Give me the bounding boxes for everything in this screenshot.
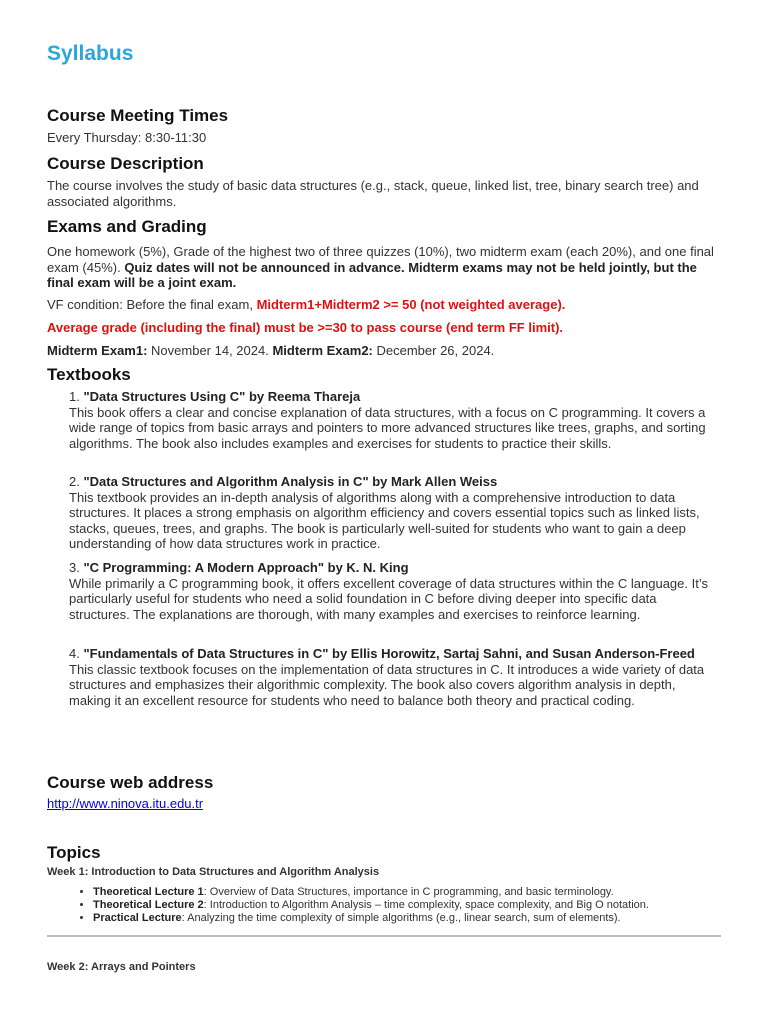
textbook-item <box>69 646 719 708</box>
vf-condition <box>47 297 719 313</box>
textbook-number: 3. <box>69 560 84 575</box>
midterm-dates <box>47 343 719 359</box>
lecture-item <box>93 886 649 899</box>
textbook-title: "Data Structures Using C" by Reema Thareja <box>83 389 361 404</box>
meeting-times-text: Every Thursday: 8:30-11:30 <box>47 130 207 145</box>
course-description-text: The course involves the study of basic data structures (e.g., stack, queue, linked list, tree, binary search tree) and associated algorithms. <box>47 178 699 209</box>
textbook-item <box>69 474 719 552</box>
midterm2-date: December 26, 2024. <box>372 343 495 358</box>
average-grade-rule: Average grade (including the final) must be >=30 to pass course (end term FF limit). <box>47 320 564 335</box>
textbook-description: This classic textbook focuses on the implementation of data structures in C. It introduces a wide variety of data structures and emphasizes their algorithmic complexity. The book also covers algorithm analysis in depth, making it an excellent resource for students who need to balance both theory and practical coding. <box>69 661 705 708</box>
textbook-item <box>69 389 719 451</box>
lecture-text: : Overview of Data Structures, importance in C programming, and basic terminology. <box>203 886 614 898</box>
midterm1-label: Midterm Exam1: <box>47 343 148 358</box>
textbook-number: 2. <box>69 474 84 489</box>
textbook-title: "Fundamentals of Data Structures in C" by Ellis Horowitz, Sartaj Sahni, and Susan Anderson-Freed <box>83 646 695 661</box>
week2-heading: Week 2: Arrays and Pointers <box>47 961 196 973</box>
section-divider <box>47 935 721 937</box>
textbook-title: "C Programming: A Modern Approach" by K. N. King <box>83 560 409 575</box>
course-web-heading: Course web address <box>47 773 214 792</box>
vf-condition-prefix: VF condition: Before the final exam, <box>47 297 257 312</box>
lecture-item <box>93 912 649 925</box>
midterm2-label: Midterm Exam2: <box>272 343 373 358</box>
exams-grading-heading: Exams and Grading <box>47 217 207 236</box>
vf-condition-rule: Midterm1+Midterm2 >= 50 (not weighted average). <box>256 297 566 312</box>
topics-heading: Topics <box>47 843 101 862</box>
lecture-text: : Introduction to Algorithm Analysis – time complexity, space complexity, and Big O notation. <box>203 899 649 911</box>
textbook-number: 4. <box>69 646 84 661</box>
grading-bold-note: Quiz dates will not be announced in advance. Midterm exams may not be held jointly, but the final exam will be a joint exam. <box>47 259 697 291</box>
textbook-description: This book offers a clear and concise explanation of data structures, with a focus on C programming. It covers a wide range of topics from basic arrays and pointers to more advanced structures like trees, graphs, and sorting algorithms. The book also includes examples and exercises for students to practice their skills. <box>69 404 706 451</box>
textbook-description: This textbook provides an in-depth analysis of algorithms along with a comprehensive introduction to data structures. It places a strong emphasis on algorithm efficiency and covers essential topics such as linked lists, stacks, queues, trees, and graphs. The book is particularly well-suited for students who want to gain a deep understanding of how data structures work in practice. <box>69 489 700 552</box>
course-description-heading: Course Description <box>47 154 204 173</box>
textbook-description: While primarily a C programming book, it offers excellent coverage of data structures within the C language. It’s particularly useful for students who need a solid foundation in C before diving deeper into specific data structures. The explanations are thorough, with many examples and exercises to reinforce learning. <box>69 575 708 622</box>
grading-text: One homework (5%), Grade of the highest two of three quizzes (10%), two midterm exam (each 20%), and one final exam (45%). <box>47 244 714 275</box>
meeting-times-heading: Course Meeting Times <box>47 106 229 125</box>
textbook-item <box>69 560 719 622</box>
lecture-label: Practical Lecture <box>93 912 182 924</box>
lecture-item <box>93 899 649 912</box>
textbook-title: "Data Structures and Algorithm Analysis in C" by Mark Allen Weiss <box>83 474 498 489</box>
lecture-label: Theoretical Lecture 2 <box>93 899 204 911</box>
lecture-label: Theoretical Lecture 1 <box>93 886 204 898</box>
textbook-number: 1. <box>69 389 84 404</box>
page-title: Syllabus <box>47 42 134 65</box>
textbooks-heading: Textbooks <box>47 365 131 384</box>
week1-heading: Week 1: Introduction to Data Structures and Algorithm Analysis <box>47 866 380 878</box>
week1-lecture-list <box>47 886 649 925</box>
midterm1-date: November 14, 2024. <box>147 343 273 358</box>
course-web-row <box>47 796 719 812</box>
course-web-link[interactable]: http://www.ninova.itu.edu.tr <box>47 796 204 811</box>
grading-paragraph <box>47 244 719 291</box>
lecture-text: : Analyzing the time complexity of simple algorithms (e.g., linear search, sum of elements). <box>181 912 621 924</box>
